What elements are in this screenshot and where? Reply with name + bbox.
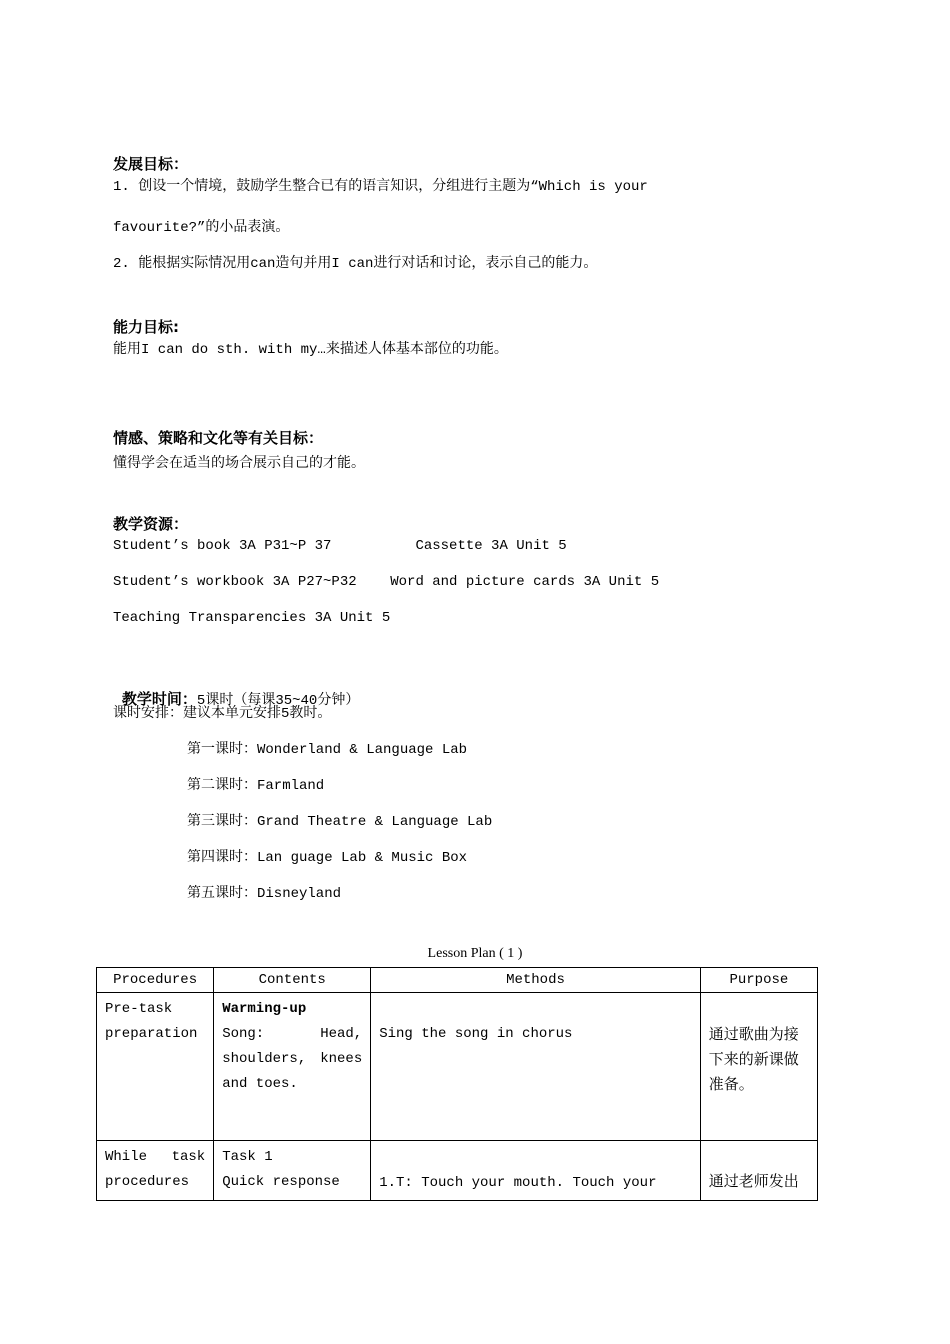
resources-heading: 教学资源： (113, 515, 189, 533)
method-text: 1.T: Touch your mouth. Touch your (379, 1175, 657, 1191)
column-header-procedures: Procedures (97, 968, 214, 993)
dev-goal-item-1-cont: favourite?”的小品表演。 (113, 220, 290, 236)
content-text: Quick response (222, 1174, 340, 1190)
lesson-schedule-item: 第五课时：Disneyland (187, 886, 342, 902)
table-header-row (97, 968, 818, 993)
dev-goal-item-1: 1. 创设一个情境，鼓励学生整合已有的语言知识，分组进行主题为“Which is your (113, 179, 648, 195)
time-heading: 教学时间： (121, 690, 197, 708)
contents-cell (214, 1141, 371, 1201)
content-text: Song: Head, shoulders, knees and toes. (222, 1026, 363, 1092)
purpose-text: 通过老师发出 (708, 1172, 799, 1190)
procedure-cell (97, 1141, 214, 1201)
procedure-text: Pre-task preparation (105, 1001, 198, 1042)
table-row (97, 1141, 818, 1201)
lesson-schedule-item: 第四课时：Lan guage Lab & Music Box (187, 850, 468, 866)
purpose-cell (700, 993, 817, 1141)
column-header-contents: Contents (214, 968, 371, 993)
resources-line-2: Student’s workbook 3A P27~P32 Word and picture cards 3A Unit 5 (113, 574, 660, 590)
lesson-schedule-item: 第一课时：Wonderland & Language Lab (187, 742, 468, 758)
content-title: Task 1 (222, 1149, 273, 1165)
lesson-plan-table (96, 967, 818, 1201)
column-header-purpose: Purpose (700, 968, 817, 993)
ability-goals-heading: 能力目标: (113, 318, 179, 336)
table-row (97, 993, 818, 1141)
resources-line-1: Student’s book 3A P31~P 37 Cassette 3A Unit 5 (113, 538, 567, 554)
content-title: Warming-up (222, 1001, 307, 1017)
affective-goals-text: 懂得学会在适当的场合展示自己的才能。 (113, 455, 365, 471)
resources-line-3: Teaching Transparencies 3A Unit 5 (113, 610, 391, 626)
dev-goals-heading: 发展目标： (113, 155, 189, 173)
affective-goals-heading: 情感、策略和文化等有关目标： (113, 429, 324, 447)
lesson-schedule-item: 第三课时：Grand Theatre & Language Lab (187, 814, 493, 830)
methods-cell (371, 1141, 701, 1201)
purpose-text: 通过歌曲为接下来的新课做准备。 (708, 1025, 799, 1093)
time-arrangement: 课时安排：建议本单元安排5教时。 (113, 706, 332, 722)
purpose-cell (700, 1141, 817, 1201)
column-header-methods: Methods (371, 968, 701, 993)
ability-goals-text: 能用I can do sth. with my…来描述人体基本部位的功能。 (113, 342, 508, 358)
time-value: 5课时（每课35~40分钟） (196, 693, 360, 709)
lesson-plan-caption: Lesson Plan ( 1 ) (427, 946, 523, 961)
procedure-cell (97, 993, 214, 1141)
methods-cell (371, 993, 701, 1141)
procedure-text: While task procedures (105, 1149, 206, 1190)
lesson-schedule-item: 第二课时：Farmland (187, 778, 325, 794)
dev-goal-item-2: 2. 能根据实际情况用can造句并用I can进行对话和讨论，表示自己的能力。 (113, 256, 598, 272)
contents-cell (214, 993, 371, 1141)
method-text: Sing the song in chorus (379, 1026, 573, 1042)
